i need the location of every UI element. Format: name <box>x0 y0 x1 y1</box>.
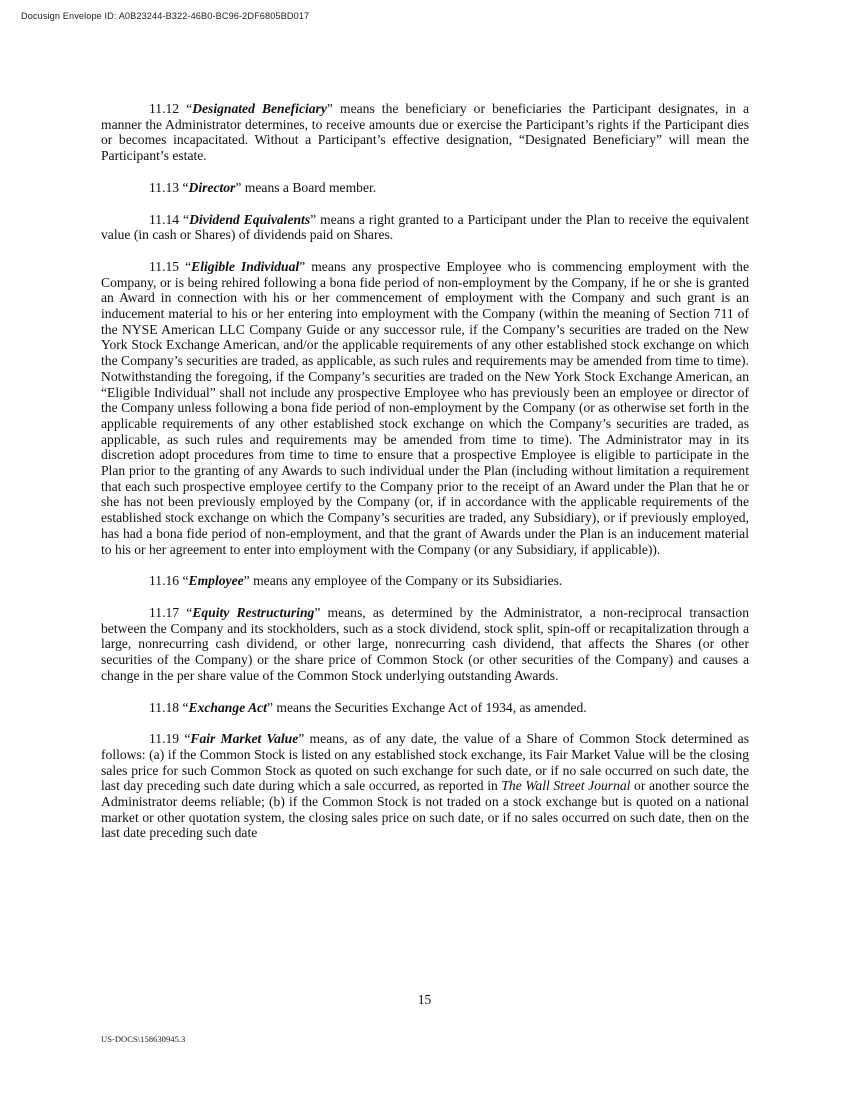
section-body: means any employee of the Company or its Subsidiaries. <box>249 573 563 589</box>
section-number: 11.12 <box>149 101 180 116</box>
page-number: 15 <box>417 992 432 1007</box>
publication-title: The Wall Street Journal <box>501 778 631 794</box>
section-body: means, as determined by the Administrator, a non-reciprocal transaction between the Company and its stockholders, such as a stock dividend, stock split, spin-off or recapitalization through a large, nonrecurring cash dividend, or other large, nonrecurring cash dividend, that affects the Shares (or other securities of the Company) or the share price of Common Stock (or other securities of the Company) and causes a change in the per share value of the Common Stock underlying outstanding Awards. <box>101 604 749 683</box>
defined-term: Exchange Act <box>188 699 267 715</box>
section-11-12: 11.12 “Designated Beneficiary” means the beneficiary or beneficiaries the Participant designates, in a manner the Administrator determines, to receive amounts due or exercise the Participant’s rights if the Participant dies or becomes incapacitated. Without a Participant’s effective designation, “Designated Beneficiary” will mean the Participant’s estate. <box>101 101 749 164</box>
section-body-continued: or another source the Administrator deems reliable; (b) if the Common Stock is not traded on a stock exchange but is quoted on a national market or other quotation system, the closing sales price on such date, or if no sales occurred on such date, then on the last date preceding such date <box>101 778 750 841</box>
section-body: means the Securities Exchange Act of 1934, as amended. <box>273 699 587 715</box>
defined-term: Fair Market Value <box>190 731 299 747</box>
section-11-19: 11.19 “Fair Market Value” means, as of any date, the value of a Share of Common Stock determined as follows: (a) if the Common Stock is listed on any established stock exchange, its Fair Market Value will be the closing sales price for such Common Stock as quoted on such exchange for such date, or if no sale occurred on such date, the last day preceding such date during which a sale occurred, as reported in The Wall Street Journal or another source the Administrator deems reliable; (b) if the Common Stock is not traded on a stock exchange but is quoted on a national market or other quotation system, the closing sales price on such date, or if no sales occurred on such date, then on the last date preceding such date <box>101 731 750 841</box>
section-number: 11.16 <box>149 573 180 589</box>
section-number: 11.15 <box>149 258 180 274</box>
section-11-14: 11.14 “Dividend Equivalents” means a right granted to a Participant under the Plan to receive the equivalent value (in cash or Shares) of dividends paid on Shares. <box>101 211 750 243</box>
section-number: 11.18 <box>149 699 180 715</box>
section-number: 11.17 <box>149 604 180 620</box>
section-body: means a Board member. <box>241 179 377 195</box>
section-11-18: 11.18 “Exchange Act” means the Securities Exchange Act of 1934, as amended. <box>149 699 587 715</box>
defined-term: Dividend Equivalents <box>189 211 311 227</box>
section-number: 11.13 <box>149 179 180 195</box>
section-body: means a right granted to a Participant under the Plan to receive the equivalent value (in cash or Shares) of dividends paid on Shares. <box>101 211 750 243</box>
document-body <box>101 101 749 857</box>
section-number: 11.19 <box>149 731 180 747</box>
section-11-17: 11.17 “Equity Restructuring” means, as determined by the Administrator, a non-reciprocal transaction between the Company and its stockholders, such as a stock dividend, stock split, spin-off or recapitalization through a large, nonrecurring cash dividend, or other large, nonrecurring cash dividend, that affects the Shares (or other securities of the Company) or the share price of Common Stock (or other securities of the Company) and causes a change in the per share value of the Common Stock underlying outstanding Awards. <box>101 604 749 683</box>
defined-term: Employee <box>188 573 244 589</box>
defined-term: Director <box>188 179 236 195</box>
defined-term: Eligible Individual <box>191 258 300 274</box>
section-11-16: 11.16 “Employee” means any employee of the Company or its Subsidiaries. <box>149 573 563 589</box>
defined-term: Designated Beneficiary <box>192 101 327 116</box>
section-body: means any prospective Employee who is commencing employment with the Company, or is being rehired following a bona fide period of non-employment by the Company, if he or she is granted an Award in connection with his or her commencement of employment with the Company and such grant is an inducement material to his or her entering into employment with the Company (within the meaning of Section 711 of the NYSE American LLC Company Guide or any successor rule, if the Company’s securities are traded on the New York Stock Exchange American, and/or the applicable requirements of any other established stock exchange on which the Company’s securities are traded, as applicable, as such rules and requirements may be amended from time to time). Notwithstanding the foregoing, if the Company’s securities are traded on the New York Stock Exchange American, an “Eligible Individual” shall not include any prospective Employee who has previously been an employee or director of the Company unless following a bona fide period of non-employment by the Company (or as otherwise set forth in the applicable requirements of any other established stock exchange on which the Company’s securities are traded, as applicable, as such rules and requirements may be amended from time to time). The Administrator may in its discretion adopt procedures from time to time to ensure that a prospective Employee is eligible to participate in the Plan prior to the granting of any Awards to such individual under the Plan (including without limitation a requirement that each such prospective employee certify to the Company prior to the receipt of an Award under the Plan that he or she has not been previously employed by the Company (or, if in accordance with the applicable requirements of the established stock exchange on which the Company’s securities are traded, any Subsidiary), or if previously employed, has had a bona fide period of non-employment, and that the grant of Awards under the Plan is an inducement material to his or her agreement to enter into employment with the Company (or any Subsidiary, if applicable)). <box>101 258 749 557</box>
section-11-13: 11.13 “Director” means a Board member. <box>149 179 377 195</box>
defined-term: Equity Restructuring <box>192 604 315 620</box>
envelope-id: Docusign Envelope ID: A0B23244-B322-46B0-BC96-2DF6805BD017 <box>21 11 310 21</box>
section-body: means, as of any date, the value of a Share of Common Stock determined as follows: (a) if the Common Stock is listed on any established stock exchange, its Fair Market Value will be the closing sales price for such Common Stock as quoted on such exchange for such date, or if no sale occurred on such date, the last day preceding such date during which a sale occurred, as reported in <box>101 731 749 794</box>
section-number: 11.14 <box>149 211 180 227</box>
document-id: US-DOCS\158630945.3 <box>101 1034 186 1044</box>
section-11-15: 11.15 “Eligible Individual” means any prospective Employee who is commencing employment with the Company, or is being rehired following a bona fide period of non-employment by the Company, if he or she is granted an Award in connection with his or her commencement of employment with the Company and such grant is an inducement material to his or her entering into employment with the Company (within the meaning of Section 711 of the NYSE American LLC Company Guide or any successor rule, if the Company’s securities are traded on the New York Stock Exchange American, and/or the applicable requirements of any other established stock exchange on which the Company’s securities are traded, as applicable, as such rules and requirements may be amended from time to time). Notwithstanding the foregoing, if the Company’s securities are traded on the New York Stock Exchange American, an “Eligible Individual” shall not include any prospective Employee who has previously been an employee or director of the Company unless following a bona fide period of non-employment by the Company (or as otherwise set forth in the applicable requirements of any other established stock exchange on which the Company’s securities are traded, as applicable, as such rules and requirements may be amended from time to time). The Administrator may in its discretion adopt procedures from time to time to ensure that a prospective Employee is eligible to participate in the Plan prior to the granting of any Awards to such individual under the Plan (including without limitation a requirement that each such prospective employee certify to the Company prior to the receipt of an Award under the Plan that he or she has not been previously employed by the Company (or, if in accordance with the applicable requirements of the established stock exchange on which the Company’s securities are traded, any Subsidiary), or if previously employed, has had a bona fide period of non-employment, and that the grant of Awards under the Plan is an inducement material to his or her agreement to enter into employment with the Company (or any Subsidiary, if applicable)). <box>101 258 749 557</box>
section-body: means the beneficiary or beneficiaries the Participant designates, in a manner the Administrator determines, to receive amounts due or exercise the Participant’s rights if the Participant dies or becomes incapacitated. Without a Participant’s effective designation, “Designated Beneficiary” will mean the Participant’s estate. <box>101 101 749 164</box>
